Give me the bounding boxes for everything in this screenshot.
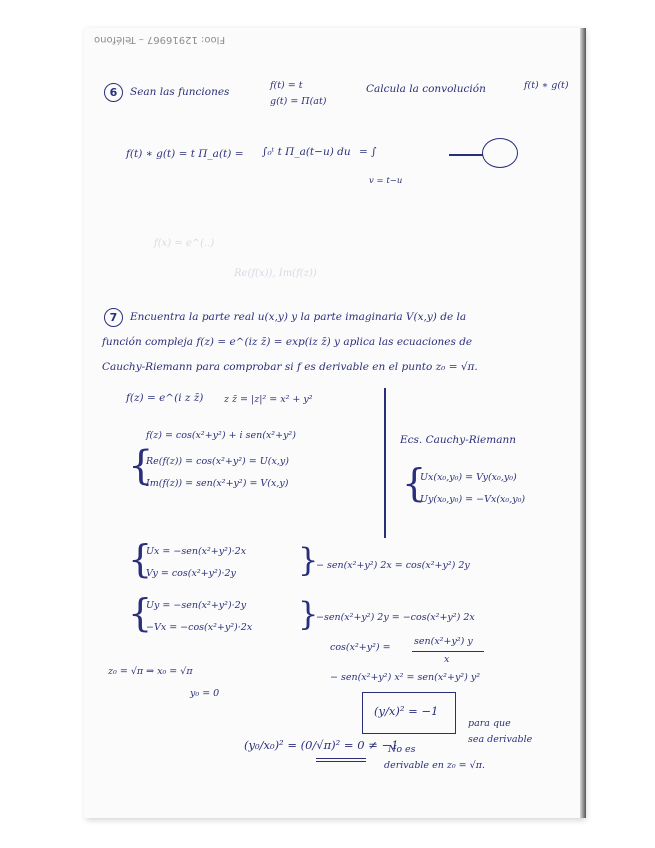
imaginary-part: Im(f(z)) = sen(x²+y²) = V(x,y) (146, 478, 289, 489)
cauchy-riemann-eq1: Ux(x₀,y₀) = Vy(x₀,y₀) (420, 472, 517, 483)
cauchy-riemann-eq2: Uy(x₀,y₀) = −Vx(x₀,y₀) (420, 494, 526, 505)
double-underline (316, 761, 366, 762)
fraction-denominator: x (444, 654, 450, 665)
para-que-label: para que (468, 718, 511, 729)
fz-expanded: f(z) = cos(x²+y²) + i sen(x²+y²) (146, 430, 296, 441)
cauchy-riemann-title: Ecs. Cauchy-Riemann (400, 434, 517, 446)
doodle-line (449, 154, 483, 156)
real-part: Re(f(z)) = cos(x²+y²) = U(x,y) (146, 456, 289, 467)
conclusion: derivable en z₀ = √π. (384, 760, 485, 771)
brace: } (298, 541, 319, 579)
ux-derivative: Ux = −sen(x²+y²)·2x (146, 546, 247, 557)
smiley-doodle-icon (482, 138, 518, 168)
cr-equation-2: −sen(x²+y²) 2y = −cos(x²+y²) 2x (316, 612, 475, 623)
brace: { (402, 461, 427, 505)
problem-6-number: 6 (104, 83, 123, 102)
vy-derivative: Vy = cos(x²+y²)·2y (146, 568, 236, 579)
brace: { (128, 443, 154, 489)
problem-6-g-def: g(t) = Π(at) (270, 96, 327, 107)
page-header: Floo: 12916967 – Teléfono (94, 34, 226, 45)
final-check: (y₀/x₀)² = (0/√π)² = 0 ≠ −1 (244, 738, 399, 752)
uy-derivative: Uy = −sen(x²+y²)·2y (146, 600, 247, 611)
problem-6-task: Calcula la convolución (366, 83, 486, 95)
bleed-through-text: f(x) = e^(..) (154, 238, 215, 249)
page-edge (580, 28, 586, 818)
brace: { (128, 537, 153, 581)
problem-6-task-expr: f(t) ∗ g(t) (524, 80, 569, 91)
z-zbar-identity: z z̄ = |z|² = x² + y² (224, 394, 313, 405)
problem-7-statement-line1: Encuentra la parte real u(x,y) y la parte imaginaria V(x,y) de la (130, 311, 467, 323)
problem-7-number: 7 (104, 308, 123, 327)
double-underline (316, 758, 366, 759)
sea-derivable-label: sea derivable (468, 734, 533, 745)
bleed-through-text: Re(f(x)), Im(f(z)) (234, 268, 317, 279)
y0-value: y₀ = 0 (190, 688, 220, 699)
column-divider (384, 388, 386, 538)
brace: } (298, 595, 319, 633)
convolution-equals: = ∫ (359, 146, 377, 158)
minus-vx-derivative: −Vx = −cos(x²+y²)·2x (146, 622, 253, 633)
sen-equation: − sen(x²+y²) x² = sen(x²+y²) y² (330, 672, 481, 683)
cos-equation: cos(x²+y²) = (330, 642, 391, 653)
problem-6-intro: Sean las funciones (130, 86, 230, 98)
fraction-numerator: sen(x²+y²) y (414, 636, 473, 647)
problem-7-statement-line3: Cauchy-Riemann para comprobar si f es derivable en el punto z₀ = √π. (102, 361, 478, 373)
fz-definition: f(z) = e^(i z z̄) (126, 392, 204, 404)
scanned-page (84, 28, 584, 818)
convolution-lhs: f(t) ∗ g(t) = t Π_a(t) = (126, 148, 244, 160)
substitution-note: v = t−u (369, 176, 403, 186)
boxed-equation: (y/x)² = −1 (374, 704, 439, 718)
problem-7-statement-line2: función compleja f(z) = e^(iz z̄) = exp(iz z̄) y aplica las ecuaciones de (102, 336, 473, 348)
convolution-integral: ∫₀ᵗ t Π_a(t−u) du (262, 146, 351, 158)
fraction-bar (412, 651, 484, 652)
cr-equation-1: − sen(x²+y²) 2x = cos(x²+y²) 2y (316, 560, 470, 571)
brace: { (128, 591, 153, 635)
z0-substitution: z₀ = √π ⇒ x₀ = √π (108, 666, 193, 677)
no-es-label: No es (388, 744, 416, 755)
problem-6-f-def: f(t) = t (270, 80, 303, 91)
